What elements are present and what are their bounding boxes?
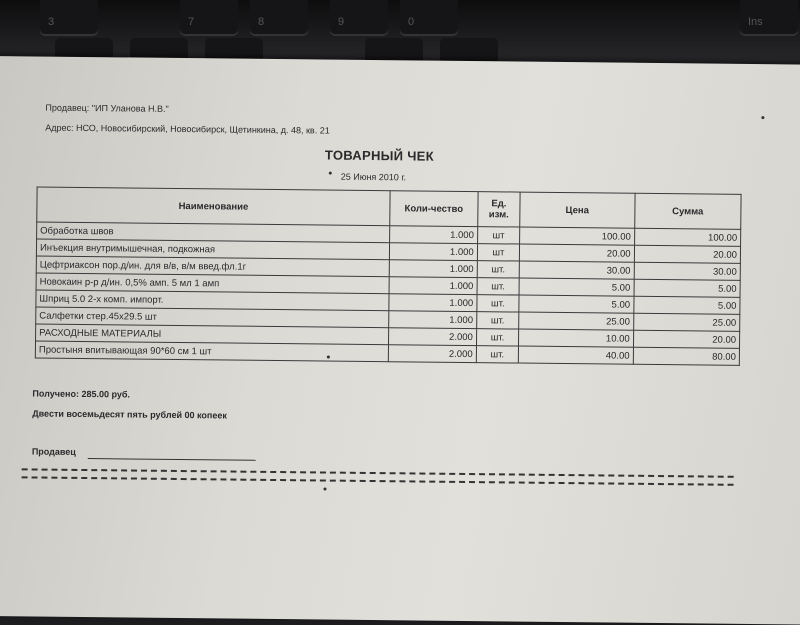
cell-name: Простыня впитывающая 90*60 см 1 шт [35, 341, 388, 362]
cell-name: Обработка швов [37, 222, 390, 243]
key: 7 [180, 0, 238, 34]
key: 9 [330, 0, 388, 34]
cell-price: 5.00 [519, 295, 634, 313]
cell-price: 100.00 [520, 227, 635, 245]
cell-qty: 1.000 [389, 311, 477, 329]
key: Ins [740, 0, 798, 34]
cell-unit: шт [477, 244, 519, 261]
speck [761, 116, 764, 119]
cell-name: РАСХОДНЫЕ МАТЕРИАЛЫ [36, 324, 389, 345]
address-line: Адрес: НСО, Новосибирский, Новосибирск, Щетинкина, д. 48, кв. 21 [45, 122, 330, 136]
cell-unit: шт. [477, 278, 519, 295]
key: 0 [400, 0, 458, 34]
cell-unit: шт. [476, 329, 518, 346]
receipt-title: ТОВАРНЫЙ ЧЕК [324, 147, 435, 164]
cut-line [22, 476, 734, 485]
header-unit: Ед. изм. [478, 192, 521, 227]
cell-sum: 80.00 [633, 347, 740, 365]
speck [329, 172, 332, 175]
cell-unit: шт. [477, 261, 519, 278]
cell-unit: шт. [477, 295, 519, 312]
cell-qty: 2.000 [388, 345, 476, 363]
cell-price: 20.00 [519, 244, 634, 262]
cell-sum: 25.00 [633, 313, 740, 331]
cell-price: 30.00 [519, 261, 634, 279]
key: 8 [250, 0, 308, 34]
cell-sum: 100.00 [634, 228, 741, 246]
cell-unit: шт. [476, 312, 518, 329]
receipt-paper [0, 56, 800, 625]
header-qty: Коли-чество [390, 191, 478, 227]
cell-sum: 5.00 [634, 279, 741, 297]
header-price: Цена [520, 192, 635, 228]
cell-qty: 1.000 [389, 260, 477, 278]
cell-name: Новокаин р-р д/ин. 0,5% амп. 5 мл 1 амп [36, 273, 389, 294]
cell-qty: 1.000 [390, 226, 478, 244]
cell-name: Салфетки стер.45х29.5 шт [36, 307, 389, 328]
header-sum: Сумма [634, 193, 741, 229]
cell-name: Шприц 5.0 2-х комп. импорт. [36, 290, 389, 311]
cell-qty: 1.000 [389, 277, 477, 295]
cut-line [22, 468, 734, 477]
cell-price: 25.00 [519, 312, 634, 330]
cell-unit: шт [477, 227, 519, 244]
speck [327, 356, 330, 359]
cell-price: 40.00 [518, 346, 633, 364]
cell-qty: 2.000 [389, 328, 477, 346]
cell-unit: шт. [476, 346, 518, 363]
signature-line [88, 458, 256, 461]
receipt-date: 25 Июня 2010 г. [340, 171, 407, 183]
received-amount: Получено: 285.00 руб. [32, 388, 130, 400]
items-table [35, 186, 742, 365]
cell-name: Цефтриаксон пор.д/ин. для в/в, в/м введ.фл.1г [36, 256, 389, 277]
cell-price: 10.00 [519, 329, 634, 347]
cell-qty: 1.000 [389, 294, 477, 312]
seller-signature-label: Продавец [31, 446, 76, 457]
amount-in-words: Двести восемьдесят пять рублей 00 копеек [32, 408, 227, 421]
cell-sum: 20.00 [633, 330, 740, 348]
seller-line: Продавец: "ИП Уланова Н.В." [45, 102, 169, 114]
cell-qty: 1.000 [389, 243, 477, 261]
cell-sum: 5.00 [633, 296, 740, 314]
key: 3 [40, 0, 98, 34]
speck [323, 488, 326, 491]
header-name: Наименование [37, 187, 390, 226]
cell-name: Инъекция внутримышечная, подкожная [36, 239, 389, 260]
cell-sum: 30.00 [634, 262, 741, 280]
cell-price: 5.00 [519, 278, 634, 296]
cell-sum: 20.00 [634, 245, 741, 263]
